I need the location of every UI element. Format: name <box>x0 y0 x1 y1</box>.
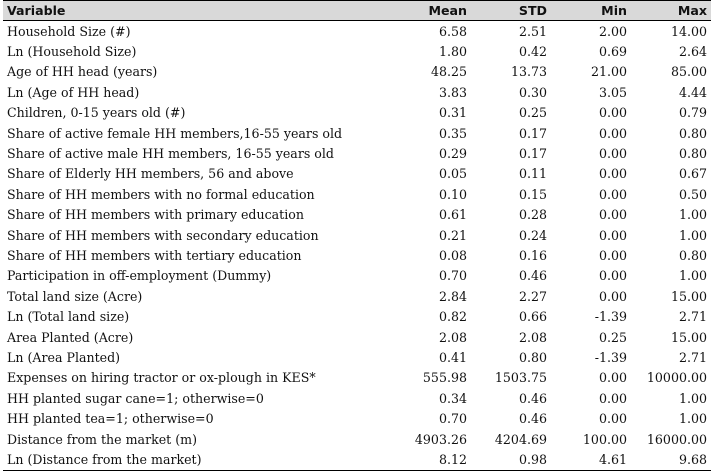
cell-mean: 0.61 <box>438 207 467 223</box>
cell-mean: 0.34 <box>438 390 467 406</box>
cell-max: 15.00 <box>670 288 707 304</box>
cell-max: 14.00 <box>670 23 707 39</box>
table-row <box>3 205 711 225</box>
table-row <box>3 21 711 42</box>
cell-min: 0.00 <box>598 411 627 427</box>
cell-std: 4204.69 <box>494 431 547 447</box>
table-row <box>3 82 711 102</box>
cell-max: 10000.00 <box>646 370 707 386</box>
cell-variable: Total land size (Acre) <box>7 288 143 304</box>
cell-std: 0.30 <box>518 84 547 100</box>
cell-max: 2.71 <box>678 349 707 365</box>
header-row <box>3 1 711 21</box>
cell-mean: 0.10 <box>438 186 467 202</box>
cell-mean: 0.08 <box>438 247 467 263</box>
cell-min: 0.00 <box>598 227 627 243</box>
cell-max: 16000.00 <box>646 431 707 447</box>
cell-max: 1.00 <box>678 390 707 406</box>
cell-std: 2.08 <box>518 329 547 345</box>
cell-std: 0.46 <box>518 411 547 427</box>
cell-variable: Share of Elderly HH members, 56 and above <box>7 166 294 182</box>
cell-mean: 0.41 <box>438 349 467 365</box>
table-row <box>3 62 711 82</box>
cell-std: 13.73 <box>510 64 547 80</box>
cell-min: 2.00 <box>598 23 627 39</box>
cell-mean: 4903.26 <box>414 431 467 447</box>
table-row <box>3 408 711 428</box>
cell-max: 0.67 <box>678 166 707 182</box>
table-body <box>3 21 711 471</box>
cell-max: 9.68 <box>631 449 711 470</box>
cell-std: 0.17 <box>518 125 547 141</box>
table-row <box>3 103 711 123</box>
cell-std: 0.15 <box>518 186 547 202</box>
cell-mean: 2.84 <box>438 288 467 304</box>
cell-mean: 0.82 <box>438 309 467 325</box>
summary-statistics-table <box>3 0 711 471</box>
cell-variable: Age of HH head (years) <box>7 64 158 80</box>
cell-variable: Share of active male HH members, 16-55 years old <box>7 146 334 162</box>
cell-min: 0.00 <box>598 288 627 304</box>
cell-std: 2.51 <box>518 23 547 39</box>
cell-std: 0.24 <box>518 227 547 243</box>
table-row <box>3 164 711 184</box>
cell-min: 100.00 <box>582 431 627 447</box>
cell-max: 0.80 <box>678 247 707 263</box>
cell-min: 0.00 <box>598 146 627 162</box>
cell-mean: 0.70 <box>438 268 467 284</box>
cell-std: 0.28 <box>518 207 547 223</box>
cell-variable: Distance from the market (m) <box>7 431 198 447</box>
cell-variable: Share of HH members with tertiary education <box>7 247 302 263</box>
cell-min: 0.00 <box>598 370 627 386</box>
table-row <box>3 449 711 470</box>
cell-std: 0.66 <box>518 309 547 325</box>
cell-max: 1.00 <box>678 207 707 223</box>
table-header <box>3 1 711 21</box>
table-row <box>3 347 711 367</box>
table-row <box>3 306 711 326</box>
cell-std: 0.16 <box>518 247 547 263</box>
cell-max: 1.00 <box>678 268 707 284</box>
cell-variable: Ln (Distance from the market) <box>3 449 391 470</box>
table-row <box>3 41 711 61</box>
cell-mean: 0.35 <box>438 125 467 141</box>
header-min: Min <box>551 1 631 21</box>
cell-variable: Participation in off-employment (Dummy) <box>7 268 272 284</box>
cell-variable: Share of HH members with no formal education <box>7 186 315 202</box>
cell-std: 0.46 <box>518 268 547 284</box>
cell-min: 21.00 <box>590 64 627 80</box>
table-row <box>3 245 711 265</box>
cell-std: 0.25 <box>518 105 547 121</box>
cell-variable: Expenses on hiring tractor or ox-plough in KES* <box>7 370 316 386</box>
cell-mean: 6.58 <box>438 23 467 39</box>
cell-variable: Ln (Area Planted) <box>7 349 121 365</box>
cell-std: 0.46 <box>518 390 547 406</box>
table-row <box>3 429 711 449</box>
header-mean: Mean <box>391 1 471 21</box>
table-row <box>3 266 711 286</box>
table-row <box>3 184 711 204</box>
table-row <box>3 123 711 143</box>
cell-min: 3.05 <box>598 84 627 100</box>
cell-variable: Household Size (#) <box>7 23 131 39</box>
cell-mean: 0.21 <box>438 227 467 243</box>
cell-min: 0.25 <box>598 329 627 345</box>
cell-min: 0.00 <box>598 390 627 406</box>
cell-variable: Share of HH members with primary education <box>7 207 304 223</box>
cell-min: 4.61 <box>551 449 631 470</box>
cell-max: 1.00 <box>678 227 707 243</box>
cell-min: 0.00 <box>598 268 627 284</box>
cell-mean: 2.08 <box>438 329 467 345</box>
cell-mean: 555.98 <box>422 370 467 386</box>
cell-variable: Share of HH members with secondary education <box>7 227 319 243</box>
cell-mean: 3.83 <box>438 84 467 100</box>
cell-max: 1.00 <box>678 411 707 427</box>
cell-variable: Ln (Household Size) <box>7 44 137 60</box>
cell-max: 4.44 <box>678 84 707 100</box>
cell-variable: Ln (Total land size) <box>7 309 130 325</box>
cell-variable: HH planted tea=1; otherwise=0 <box>7 411 214 427</box>
cell-max: 15.00 <box>670 329 707 345</box>
cell-mean: 48.25 <box>430 64 467 80</box>
cell-min: 0.69 <box>598 44 627 60</box>
cell-variable: HH planted sugar cane=1; otherwise=0 <box>7 390 264 406</box>
cell-max: 2.71 <box>678 309 707 325</box>
cell-std: 1503.75 <box>494 370 547 386</box>
cell-max: 0.80 <box>678 125 707 141</box>
cell-std: 0.42 <box>518 44 547 60</box>
cell-min: 0.00 <box>598 105 627 121</box>
cell-mean: 0.31 <box>438 105 467 121</box>
cell-mean: 0.70 <box>438 411 467 427</box>
header-variable: Variable <box>3 1 391 21</box>
cell-std: 0.11 <box>518 166 547 182</box>
cell-max: 0.79 <box>678 105 707 121</box>
cell-variable: Ln (Age of HH head) <box>7 84 140 100</box>
cell-variable: Area Planted (Acre) <box>7 329 134 345</box>
cell-max: 85.00 <box>670 64 707 80</box>
cell-std: 0.17 <box>518 146 547 162</box>
header-max: Max <box>631 1 711 21</box>
cell-mean: 0.29 <box>438 146 467 162</box>
cell-min: -1.39 <box>594 309 627 325</box>
table-row <box>3 286 711 306</box>
cell-mean: 1.80 <box>438 44 467 60</box>
cell-max: 0.50 <box>678 186 707 202</box>
cell-max: 0.80 <box>678 146 707 162</box>
cell-max: 2.64 <box>678 44 707 60</box>
cell-variable: Share of active female HH members,16-55 years old <box>7 125 343 141</box>
cell-min: -1.39 <box>594 349 627 365</box>
cell-mean: 8.12 <box>391 449 471 470</box>
cell-min: 0.00 <box>598 247 627 263</box>
header-std: STD <box>471 1 551 21</box>
cell-variable: Children, 0-15 years old (#) <box>7 105 186 121</box>
table-row <box>3 368 711 388</box>
cell-mean: 0.05 <box>438 166 467 182</box>
cell-min: 0.00 <box>598 207 627 223</box>
table-row <box>3 225 711 245</box>
table-row <box>3 327 711 347</box>
cell-min: 0.00 <box>598 125 627 141</box>
cell-std: 0.80 <box>518 349 547 365</box>
cell-min: 0.00 <box>598 166 627 182</box>
cell-std: 2.27 <box>518 288 547 304</box>
table-row <box>3 143 711 163</box>
table-row <box>3 388 711 408</box>
cell-min: 0.00 <box>598 186 627 202</box>
cell-std: 0.98 <box>471 449 551 470</box>
